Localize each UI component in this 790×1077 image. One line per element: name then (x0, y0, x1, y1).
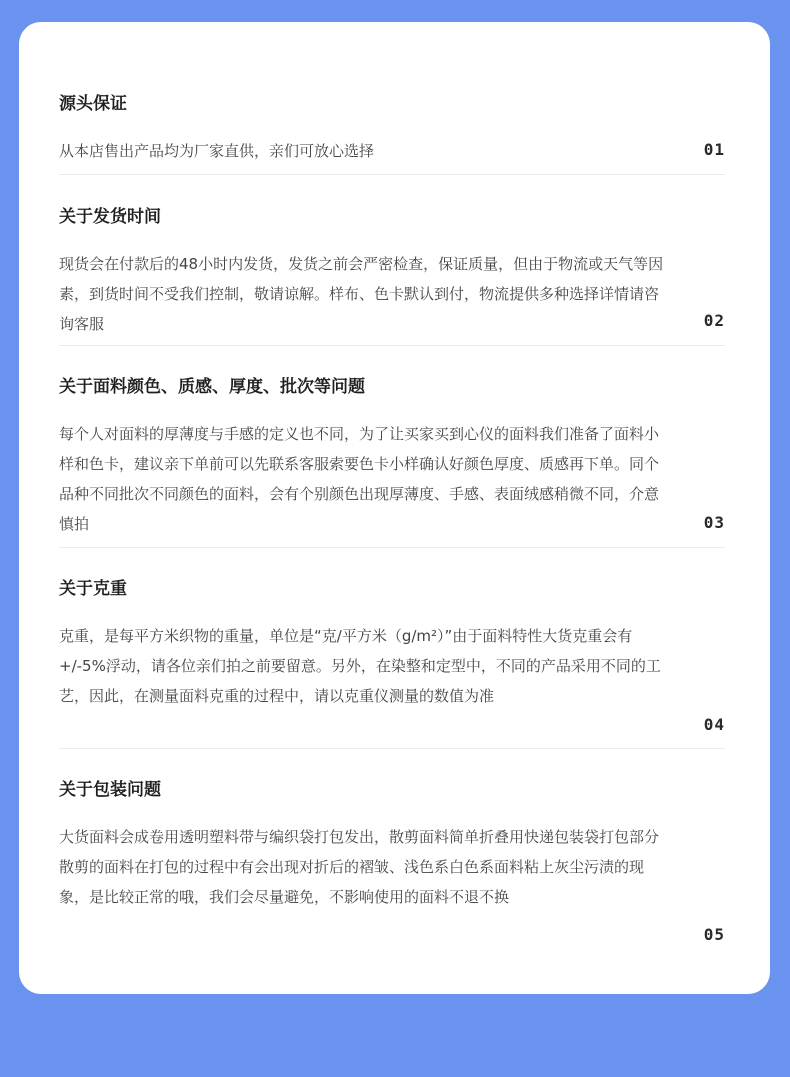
section-number: 04 (703, 715, 725, 734)
section-number: 01 (703, 140, 725, 159)
section-title: 关于发货时间 (59, 207, 161, 227)
section-number: 03 (703, 513, 725, 532)
section-divider (59, 174, 725, 175)
section-title: 关于包装问题 (59, 780, 161, 800)
section-title: 关于克重 (59, 579, 127, 599)
section-body: 大货面料会成卷用透明塑料带与编织袋打包发出，散剪面料简单折叠用快递包装袋打包部分散剪的面料在打包的过程中有会出现对折后的褶皱、浅色系白色系面料粘上灰尘污渍的现象，是比较正常的哦，我们会尽量避免，不影响使用的面料不退不换 (59, 828, 660, 906)
section-body: 现货会在付款后的48小时内发货，发货之前会严密检查，保证质量，但由于物流或天气等因素，到货时间不受我们控制，敬请谅解。样布、色卡默认到付，物流提供多种选择详情请咨询客服 (59, 255, 664, 333)
info-card (19, 22, 770, 994)
section-number: 02 (703, 311, 725, 330)
section-divider (59, 547, 725, 548)
section-title: 关于面料颜色、质感、厚度、批次等问题 (59, 377, 365, 397)
section-number: 05 (703, 925, 725, 944)
section-title: 源头保证 (59, 94, 127, 114)
section-divider (59, 345, 725, 346)
section-body: 从本店售出产品均为厂家直供，亲们可放心选择 (59, 142, 375, 160)
section-body: 克重，是每平方米织物的重量，单位是“克/平方米（g/m²）”由于面料特性大货克重会有+/-5%浮动，请各位亲们拍之前要留意。另外，在染整和定型中，不同的产品采用不同的工艺，因此，在测量面料克重的过程中，请以克重仪测量的数值为准 (59, 627, 661, 705)
section-body: 每个人对面料的厚薄度与手感的定义也不同，为了让买家买到心仪的面料我们准备了面料小样和色卡，建议亲下单前可以先联系客服索要色卡小样确认好颜色厚度、质感再下单。同个品种不同批次不同颜色的面料，会有个别颜色出现厚薄度、手感、表面绒感稍微不同，介意慎拍 (59, 425, 660, 533)
section-divider (59, 748, 725, 749)
